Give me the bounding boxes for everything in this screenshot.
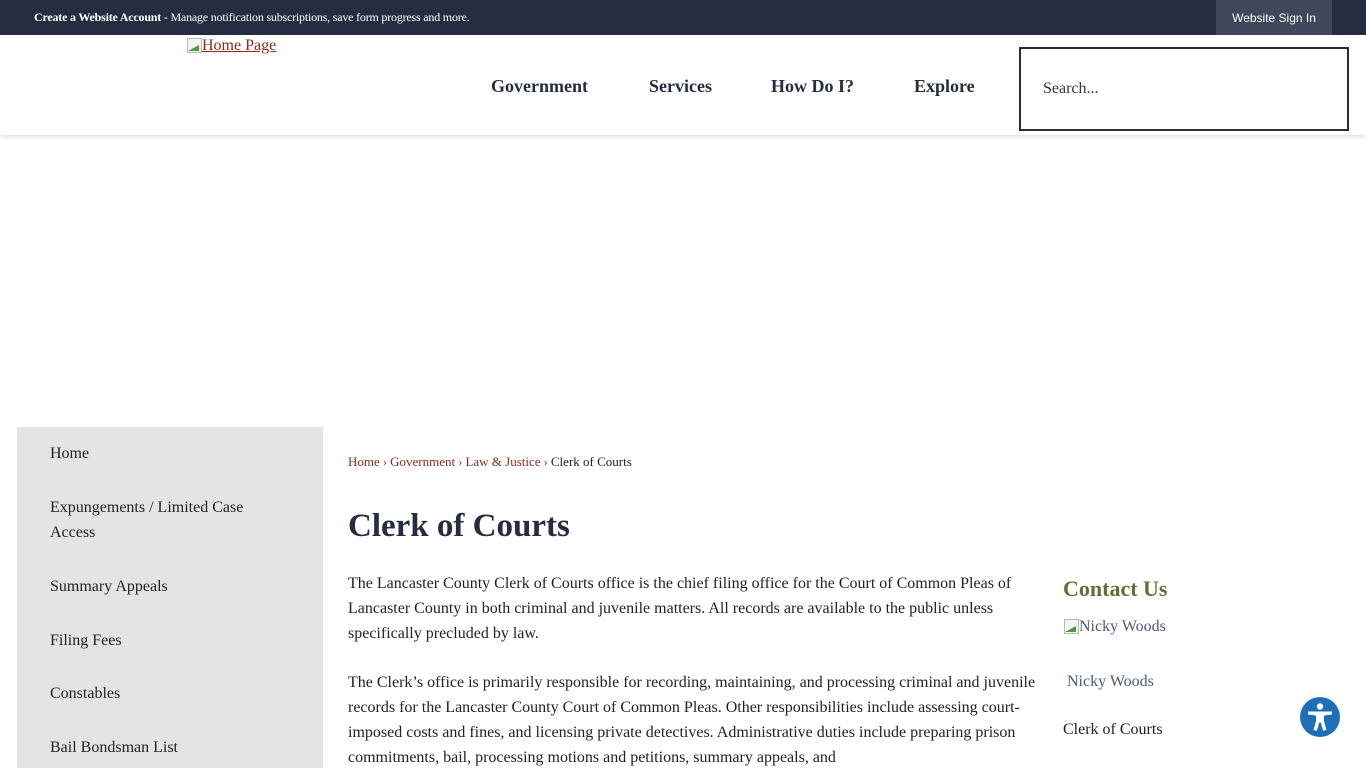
sidebar-item-summary-appeals[interactable]: Summary Appeals xyxy=(50,578,168,595)
breadcrumb-separator: › xyxy=(543,454,548,469)
intro-paragraph: The Lancaster County Clerk of Courts office is the chief filing office for the Court of Common Pleas of Lancaster County in both criminal and juvenile matters. All records are available to the public unless specifically precluded by law. xyxy=(348,575,1012,642)
breadcrumb-law-justice[interactable]: Law & Justice xyxy=(465,454,541,469)
sidebar-item-constables[interactable]: Constables xyxy=(50,685,121,702)
sidebar-item-bail-bondsman-list[interactable]: Bail Bondsman List xyxy=(50,739,178,756)
create-account-message[interactable] xyxy=(34,10,469,25)
responsibilities-paragraph: The Clerk’s office is primarily responsible for recording, maintaining, and processing criminal and juvenile records for the Lancaster County Court of Common Pleas. Other responsibilities include assessing court-imposed costs and fines, and licensing private detectives. Administrative duties include preparing prison commitments, bail, processing motions and petitions, summary appeals, and xyxy=(348,674,1036,766)
create-account-link[interactable]: Create a Website Account xyxy=(34,10,162,24)
breadcrumb-current: Clerk of Courts xyxy=(550,454,632,469)
nav-how-do-i[interactable]: How Do I? xyxy=(771,76,855,96)
home-page-logo-link[interactable] xyxy=(186,37,276,55)
site-header xyxy=(0,35,1366,135)
contact-photo-alt: Nicky Woods xyxy=(1079,618,1166,635)
contact-us-heading: Contact Us xyxy=(1063,576,1168,601)
breadcrumb-separator: › xyxy=(458,454,463,469)
sidebar-item-expungements[interactable]: Expungements / Limited Case Access xyxy=(50,499,244,541)
website-sign-in-button[interactable]: Website Sign In xyxy=(1216,0,1332,35)
page-title: Clerk of Courts xyxy=(348,508,570,544)
search-box xyxy=(1019,47,1349,131)
breadcrumb xyxy=(348,454,632,470)
broken-image-icon xyxy=(186,37,202,53)
contact-photo xyxy=(1063,618,1166,636)
accessibility-button[interactable] xyxy=(1300,697,1340,737)
sidebar-item-home[interactable]: Home xyxy=(50,445,90,462)
contact-department: Clerk of Courts xyxy=(1063,721,1163,738)
nav-services[interactable]: Services xyxy=(649,76,712,96)
create-account-description: - Manage notification subscriptions, save form progress and more. xyxy=(161,10,470,24)
broken-image-icon xyxy=(1063,618,1079,634)
search-input[interactable] xyxy=(1021,49,1347,129)
top-utility-bar xyxy=(0,0,1366,35)
accessibility-icon xyxy=(1300,697,1340,737)
breadcrumb-home[interactable]: Home xyxy=(348,454,380,469)
sidebar-item-filing-fees[interactable]: Filing Fees xyxy=(50,632,122,649)
sidebar-nav xyxy=(17,427,323,768)
breadcrumb-government[interactable]: Government xyxy=(390,454,456,469)
nav-explore[interactable]: Explore xyxy=(914,76,975,96)
breadcrumb-separator: › xyxy=(382,454,388,469)
nav-government[interactable]: Government xyxy=(491,76,588,96)
logo-alt-text: Home Page xyxy=(202,37,277,54)
contact-name-link[interactable]: Nicky Woods xyxy=(1067,673,1154,690)
